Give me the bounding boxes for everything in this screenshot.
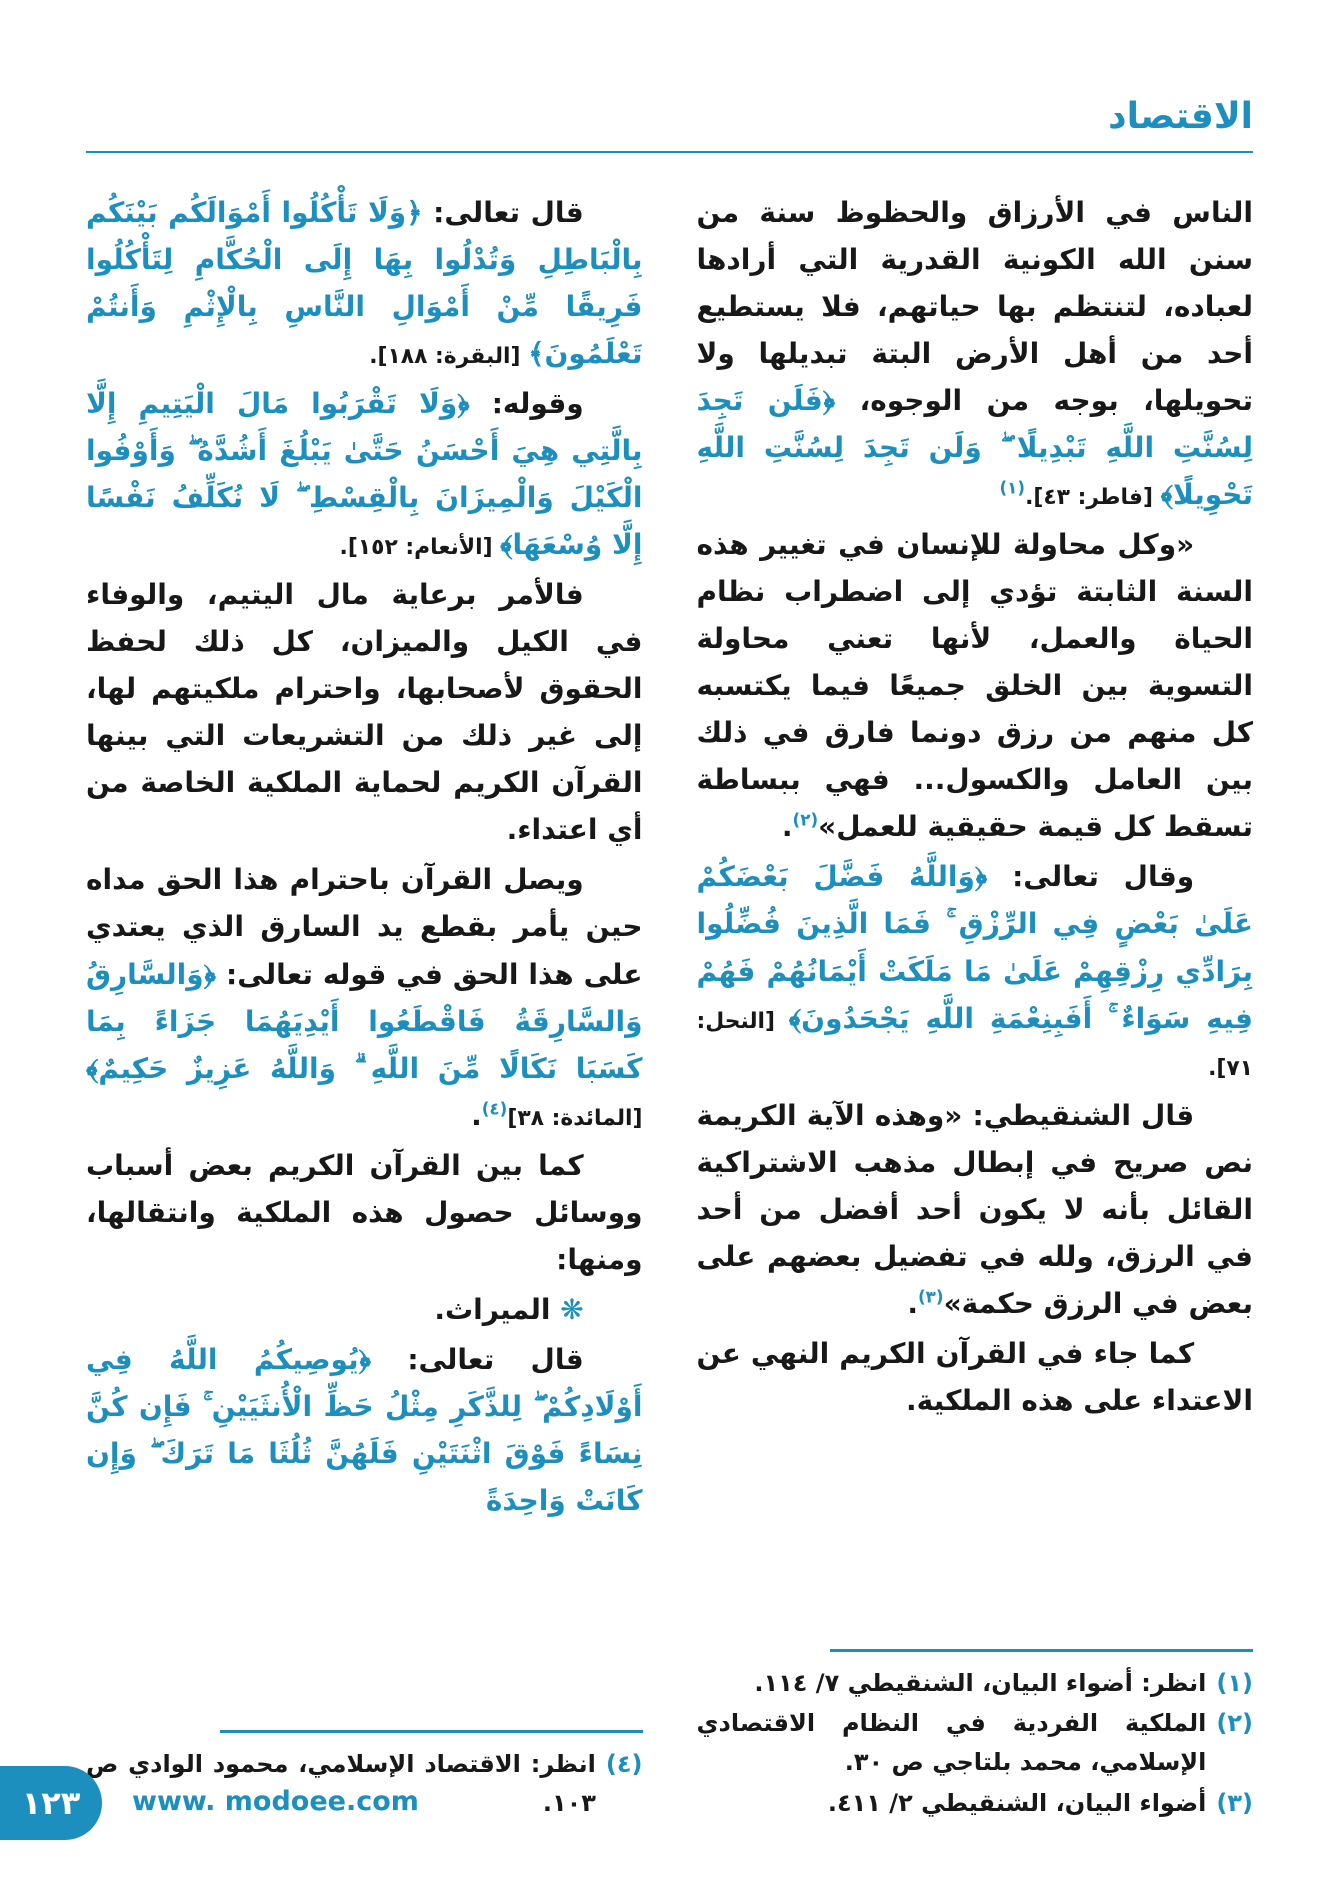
verse-reference: [فاطر: ٤٣]. bbox=[1025, 485, 1161, 511]
footnote-number: (٤) bbox=[605, 1750, 643, 1779]
footnote-marker: (٣) bbox=[917, 1286, 944, 1307]
paragraph bbox=[697, 521, 1254, 850]
verse-reference: [النحل: ٧١]. bbox=[696, 1008, 1253, 1081]
paragraph bbox=[697, 1330, 1254, 1424]
text-columns bbox=[86, 189, 1253, 1825]
body-text: كما بين القرآن الكريم بعض أسباب ووسائل حصول هذه الملكية وانتقالها، ومنها: bbox=[86, 1148, 643, 1276]
body-text: قال الشنقيطي: «وهذه الآية الكريمة نص صريح في إبطال مذهب الاشتراكية القائل بأنه لا يكون أحد أفضل من أحد في الرزق، ولله في تفضيل بعضهم على بعض في الرزق حكمة» bbox=[696, 1098, 1253, 1320]
footnote-separator bbox=[220, 1730, 643, 1733]
paragraph bbox=[86, 380, 643, 568]
website-label: www. modoee.com bbox=[132, 1786, 419, 1817]
verse-reference: [البقرة: ١٨٨]. bbox=[369, 344, 529, 370]
body-text: . bbox=[471, 1098, 482, 1132]
page-header bbox=[86, 96, 1253, 153]
footnote-separator bbox=[830, 1649, 1253, 1652]
page-number-tab bbox=[0, 1766, 102, 1840]
body-text: . bbox=[781, 810, 793, 844]
verse-reference: [المائدة: ٣٨] bbox=[507, 1105, 643, 1131]
footnote bbox=[697, 1664, 1254, 1703]
footnote-text: انظر: الاقتصاد الإسلامي، محمود الوادي ص ١٠٣. bbox=[86, 1750, 596, 1818]
footnote bbox=[697, 1704, 1254, 1782]
body-text: الناس في الأرزاق والحظوظ سنة من سنن الله الكونية القدرية التي أرادها لعباده، لتنتظم بها حياتهم، فلا يستطيع أحد من أهل الأرض البتة تبديلها ولا تحويلها، بوجه من الوجوه، bbox=[696, 196, 1253, 418]
page-content bbox=[86, 96, 1253, 1825]
footnote-marker: (٤) bbox=[481, 1098, 508, 1119]
quran-verse: ﴿وَاللَّهُ فَضَّلَ بَعْضَكُمْ عَلَىٰ بَعْضٍ فِي الرِّزْقِ ۚ فَمَا الَّذِينَ فُضِّلُوا بِرَادِّي رِزْقِهِمْ عَلَىٰ مَا مَلَكَتْ أَيْمَانُهُمْ فَهُمْ فِيهِ سَوَاءٌ ۚ أَفَبِنِعْمَةِ اللَّهِ يَجْحَدُونَ﴾ bbox=[696, 860, 1253, 1035]
body-text: . bbox=[907, 1286, 918, 1320]
body-text: قال تعالى: bbox=[422, 196, 584, 229]
paragraph bbox=[86, 1142, 643, 1283]
column-right bbox=[697, 189, 1254, 1825]
footnotes-right bbox=[697, 1643, 1254, 1826]
quran-verse: ﴿وَلَا تَأْكُلُوا أَمْوَالَكُم بَيْنَكُم بِالْبَاطِلِ وَتُدْلُوا بِهَا إِلَى الْحُكَّامِ لِتَأْكُلُوا فَرِيقًا مِّنْ أَمْوَالِ النَّاسِ بِالْإِثْمِ وَأَنتُمْ تَعْلَمُونَ﴾ bbox=[86, 196, 643, 371]
emphasis-text: الميراث. bbox=[434, 1292, 551, 1326]
body-text: ويصل القرآن باحترام هذا الحق مداه حين يأمر بقطع يد السارق الذي يعتدي على هذا الحق في قوله تعالى: bbox=[86, 863, 643, 991]
paragraph bbox=[86, 189, 643, 377]
quran-verse: ﴿يُوصِيكُمُ اللَّهُ فِي أَوْلَادِكُمْ ۖ لِلذَّكَرِ مِثْلُ حَظِّ الْأُنثَيَيْنِ ۚ فَإِن كُنَّ نِسَاءً فَوْقَ اثْنَتَيْنِ فَلَهُنَّ ثُلُثَا مَا تَرَكَ ۖ وَإِن كَانَتْ وَاحِدَةً bbox=[86, 1342, 643, 1517]
footnote-marker: (١) bbox=[999, 477, 1026, 498]
footnote-text: أضواء البيان، الشنقيطي ٢/ ٤١١. bbox=[827, 1789, 1207, 1818]
paragraph bbox=[86, 856, 643, 1138]
paragraph bbox=[697, 189, 1254, 518]
footnote-number: (٣) bbox=[1216, 1789, 1253, 1818]
page-title: الاقتصاد bbox=[1108, 96, 1253, 137]
body-text: قال تعالى: bbox=[371, 1342, 584, 1376]
body-text: فالأمر برعاية مال اليتيم، والوفاء في الكيل والميزان، كل ذلك لحفظ الحقوق لأصحابها، واحترام ملكيتهم لها، إلى غير ذلك من التشريعات التي بينها القرآن الكريم لحماية الملكية الخاصة من أي اعتداء. bbox=[86, 578, 643, 847]
page-number: ١٢٣ bbox=[21, 1784, 81, 1822]
footnote-number: (١) bbox=[1216, 1668, 1253, 1697]
column-left bbox=[86, 189, 643, 1825]
column-right-body bbox=[697, 189, 1254, 1427]
body-text: «وكل محاولة للإنسان في تغيير هذه السنة الثابتة تؤدي إلى اضطراب نظام الحياة والعمل، لأنها تعني محاولة التسوية بين الخلق جميعًا فيما يكتسبه كل منهم من رزق دونما فارق في ذلك بين العامل والكسول... فهي ببساطة تسقط كل قيمة حقيقية للعمل» bbox=[696, 528, 1253, 844]
quran-verse: ﴿فَلَن تَجِدَ لِسُنَّتِ اللَّهِ تَبْدِيلًا ۖ وَلَن تَجِدَ لِسُنَّتِ اللَّهِ تَحْوِيلًا﴾ bbox=[696, 384, 1253, 512]
paragraph bbox=[86, 571, 643, 853]
body-text: كما جاء في القرآن الكريم النهي عن الاعتداء على هذه الملكية. bbox=[696, 1336, 1253, 1417]
column-left-body bbox=[86, 189, 643, 1527]
paragraph bbox=[697, 853, 1254, 1088]
paragraph bbox=[697, 1092, 1254, 1327]
paragraph bbox=[86, 1286, 643, 1333]
verse-reference: [الأنعام: ١٥٢]. bbox=[339, 535, 501, 561]
ornament-icon: ❋ bbox=[550, 1292, 584, 1326]
footnote-text: انظر: أضواء البيان، الشنقيطي ٧/ ١١٤. bbox=[754, 1668, 1207, 1697]
footnote-number: (٢) bbox=[1216, 1709, 1253, 1738]
body-text: وقال تعالى: bbox=[987, 860, 1195, 894]
body-text: وقوله: bbox=[469, 387, 584, 421]
footnote bbox=[697, 1784, 1254, 1823]
paragraph bbox=[86, 1336, 643, 1524]
quran-verse: ﴿وَلَا تَقْرَبُوا مَالَ الْيَتِيمِ إِلَّا بِالَّتِي هِيَ أَحْسَنُ حَتَّىٰ يَبْلُغَ أَشُدَّهُ ۖ وَأَوْفُوا الْكَيْلَ وَالْمِيزَانَ بِالْقِسْطِ ۖ لَا نُكَلِّفُ نَفْسًا إِلَّا وُسْعَهَا﴾ bbox=[86, 387, 643, 562]
footnote-marker: (٢) bbox=[792, 810, 819, 831]
footnote-text: الملكية الفردية في النظام الاقتصادي الإسلامي، محمد بلتاجي ص ٣٠. bbox=[696, 1709, 1207, 1777]
quran-verse: ﴿وَالسَّارِقُ وَالسَّارِقَةُ فَاقْطَعُوا أَيْدِيَهُمَا جَزَاءً بِمَا كَسَبَا نَكَالًا مِّنَ اللَّهِ ۗ وَاللَّهُ عَزِيزٌ حَكِيمٌ﴾ bbox=[86, 957, 643, 1085]
